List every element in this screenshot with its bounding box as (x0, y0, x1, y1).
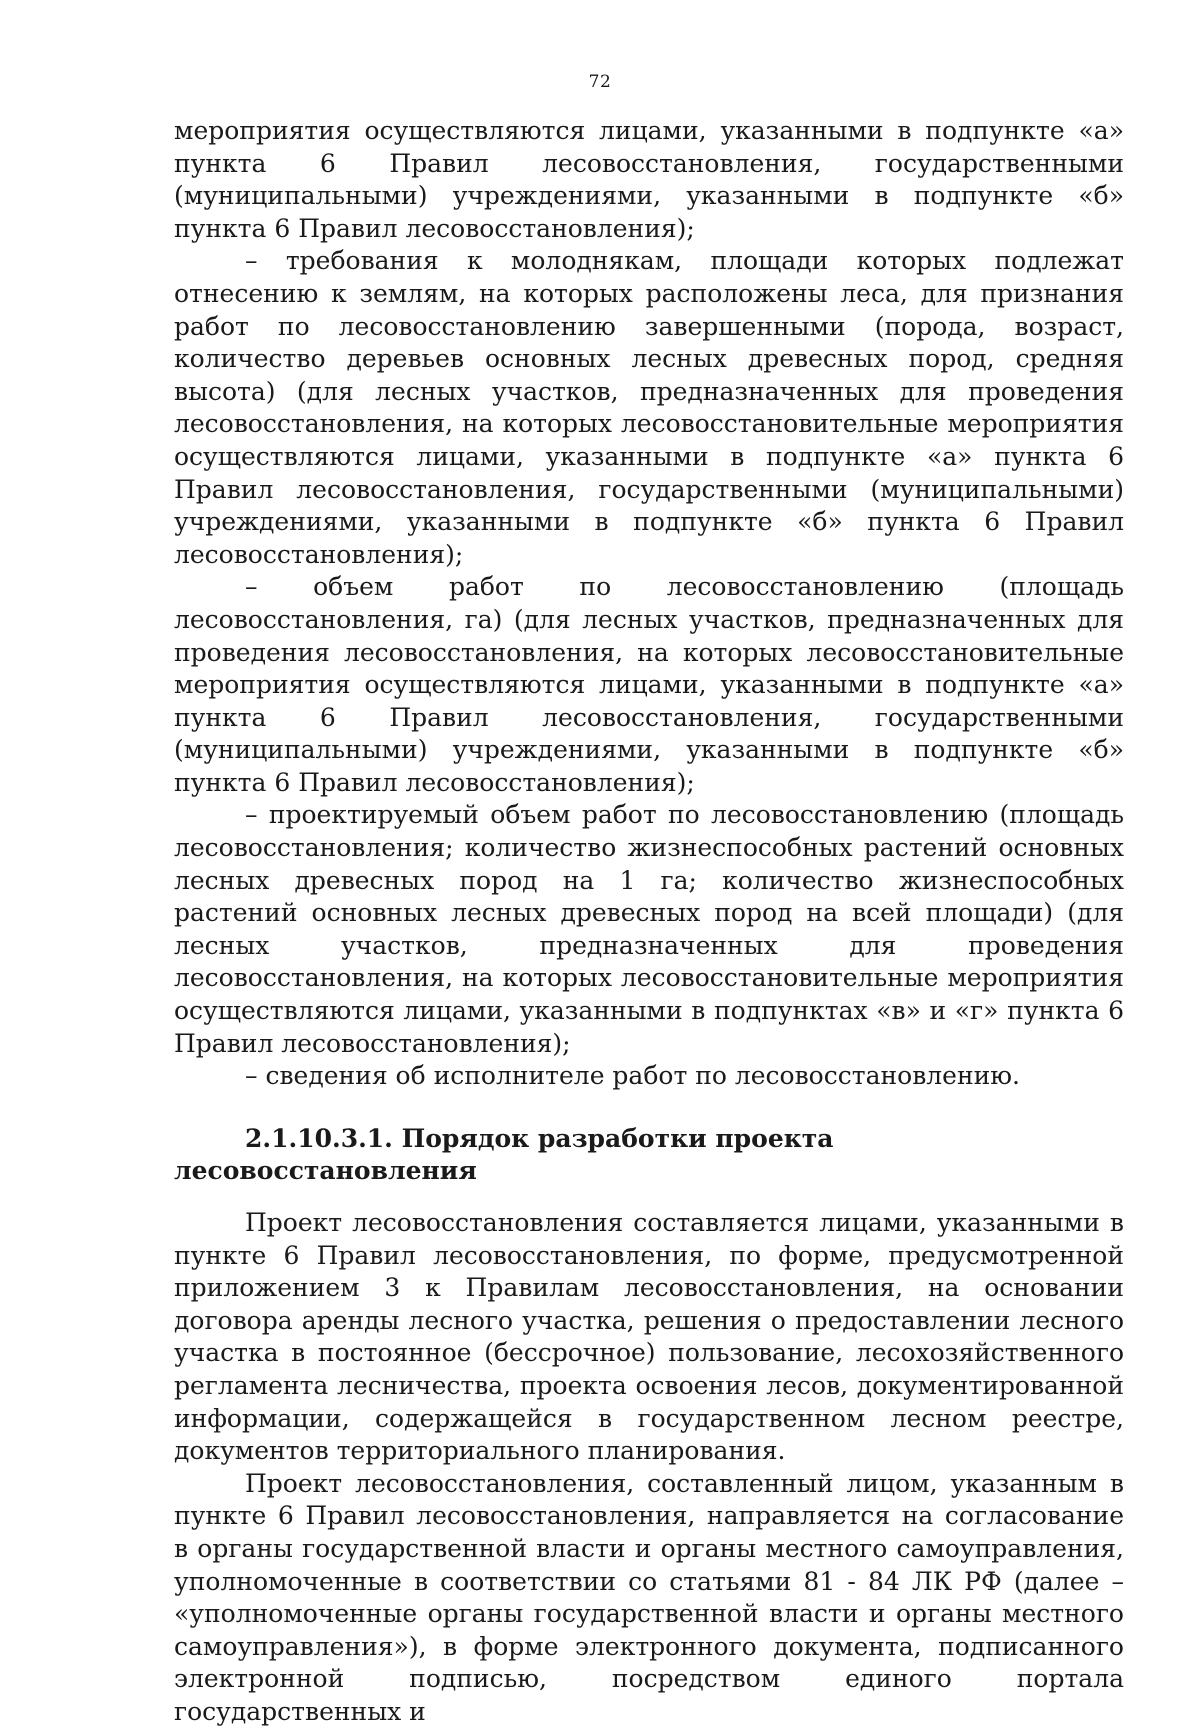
paragraph-continuation: мероприятия осуществляются лицами, указанными в подпункте «а» пункта 6 Правил лесовосстановления, государственными (муниципальными) учреждениями, указанными в подпункте «б» пункта 6 Правил лесовосстановления); (174, 116, 1124, 243)
spacer (174, 1093, 1124, 1123)
list-item-work-volume: – объем работ по лесовосстановлению (площадь лесовосстановления, га) (для лесных участков, предназначенных для проведения лесовосстановления, на которых лесовосстановительные мероприятия осуществляются лицами, указанными в подпункте «а» пункта 6 Правил лесовосстановления, государственными (муниципальными) учреждениями, указанными в подпункте «б» пункта 6 Правил лесовосстановления); (174, 572, 1124, 797)
spacer (174, 1188, 1124, 1207)
list-item-projected-work-volume: – проектируемый объем работ по лесовосстановлению (площадь лесовосстановления; количество жизнеспособных растений основных лесных древесных пород на 1 га; количество жизнеспособных растений основных лесных древесных пород на всей площади) (для лесных участков, предназначенных для проведения лесовосстановления, на которых лесовосстановительные мероприятия осуществляются лицами, указанными в подпунктах «в» и «г» пункта 6 Правил лесовосстановления); (174, 800, 1124, 1058)
page-number: 72 (588, 72, 612, 92)
list-item-molodnyaki-requirements: – требования к молоднякам, площади которых подлежат отнесению к землям, на которых расположены леса, для признания работ по лесовосстановлению завершенными (порода, возраст, количество деревьев основных лесных древесных пород, средняя высота) (для лесных участков, предназначенных для проведения лесовосстановления, на которых лесовосстановительные мероприятия осуществляются лицами, указанными в подпункте «а» пункта 6 Правил лесовосстановления, государственными (муниципальными) учреждениями, указанными в подпункте «б» пункта 6 Правил лесовосстановления); (174, 246, 1124, 569)
list-item-contractor-info: – сведения об исполнителе работ по лесовосстановлению. (245, 1061, 1020, 1091)
paragraph-project-preparation: Проект лесовосстановления составляется лицами, указанными в пункте 6 Правил лесовосстановления, по форме, предусмотренной приложением 3 к Правилам лесовосстановления, на основании договора аренды лесного участка, решения о предоставлении лесного участка в постоянное (бессрочное) пользование, лесохозяйственного регламента лесничества, проекта освоения лесов, документированной информации, содержащейся в государственном лесном реестре, документов территориального планирования. (174, 1208, 1124, 1466)
paragraph-project-approval: Проект лесовосстановления, составленный лицом, указанным в пункте 6 Правил лесовосстановления, направляется на согласование в органы государственной власти и органы местного самоуправления, уполномоченные в соответствии со статьями 81 - 84 ЛК РФ (далее – «уполномоченные органы государственной власти и органы местного самоуправления»), в форме электронного документа, подписанного электронной подписью, посредством единого портала государственных и (174, 1468, 1124, 1726)
section-heading: 2.1.10.3.1. Порядок разработки проекта лесовосстановления (174, 1123, 834, 1186)
document-body (174, 115, 1124, 1729)
